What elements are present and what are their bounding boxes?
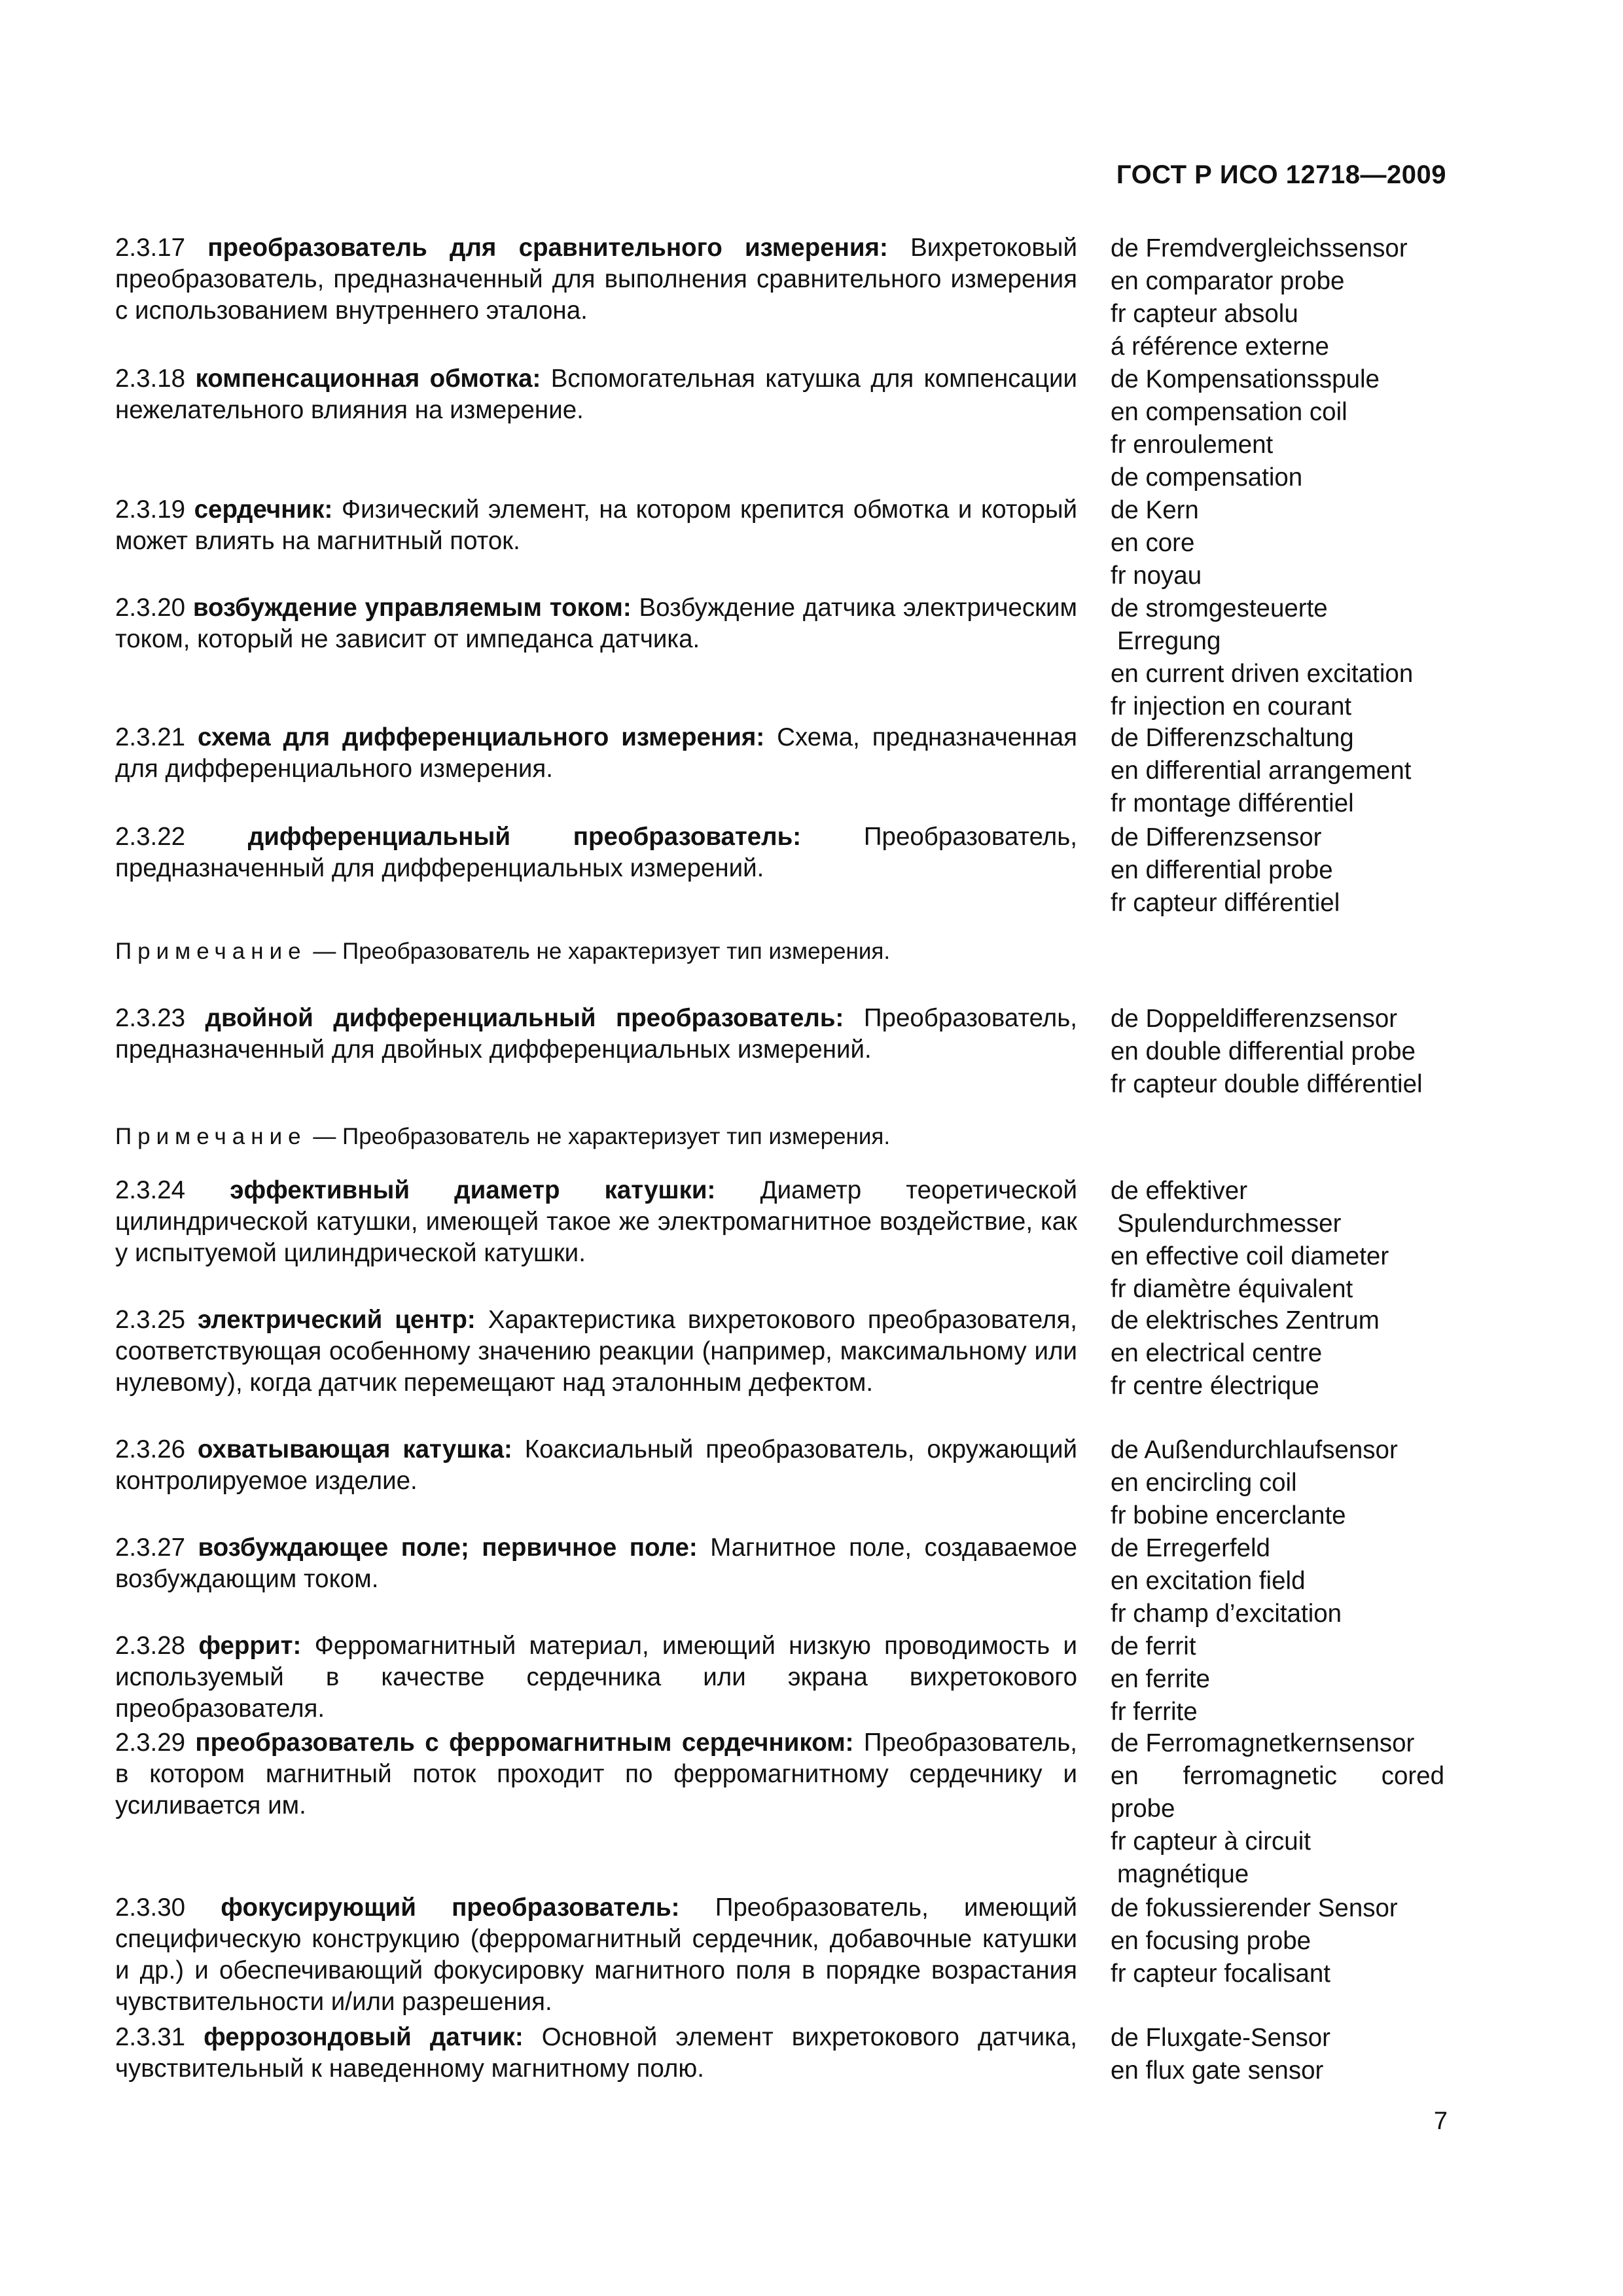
- note-text: — Преобразователь не характеризует тип измерения.: [313, 1124, 891, 1149]
- term-entry-2-3-26: [115, 1434, 1077, 1497]
- translation-line: fr diamètre équivalent: [1111, 1275, 1353, 1303]
- entry-number: 2.3.28: [115, 1632, 186, 1660]
- translations-2-3-25: [1111, 1304, 1451, 1403]
- translations-2-3-28: [1111, 1630, 1451, 1729]
- translations-2-3-20: [1111, 592, 1451, 723]
- translation-line: en current driven excitation: [1111, 660, 1414, 688]
- term-entry-2-3-27: [115, 1532, 1077, 1595]
- entry-number: 2.3.20: [115, 594, 186, 622]
- entry-definition: Преобразователь, имеющий специфическую конструкцию (ферромагнитный сердечник, добавочные катушки и др.) и обеспечивающий фокусировку магнитного поля в порядке возрастания чувствительности и/или разрешения.: [115, 1893, 1077, 2016]
- translation-line: de Fluxgate-Sensor: [1111, 2024, 1330, 2052]
- translation-line: fr capteur focalisant: [1111, 1960, 1330, 1988]
- term-entry-2-3-21: [115, 722, 1077, 785]
- translations-2-3-30: [1111, 1892, 1451, 1990]
- note-text: — Преобразователь не характеризует тип измерения.: [313, 939, 891, 964]
- translation-line: de ferrit: [1111, 1632, 1196, 1660]
- translation-line: de Differenzschaltung: [1111, 724, 1354, 752]
- entry-number: 2.3.21: [115, 723, 186, 751]
- translation-line: de stromgesteuerte: [1111, 594, 1328, 622]
- translations-2-3-26: [1111, 1434, 1451, 1532]
- entry-term: феррит:: [198, 1632, 302, 1660]
- entry-number: 2.3.17: [115, 234, 186, 262]
- translation-line: de Kompensationsspule: [1111, 365, 1380, 393]
- translation-line: fr enroulement: [1111, 431, 1274, 459]
- translation-line: de Kern: [1111, 496, 1199, 524]
- translation-line: en electrical centre: [1111, 1339, 1323, 1367]
- translations-2-3-23: [1111, 1003, 1451, 1101]
- entry-definition: Характеристика вихретокового преобразователя, соответствующая особенному значению реакции (например, максимальному или нулевому), когда датчик перемещают над эталонным дефектом.: [115, 1306, 1077, 1397]
- translation-line: en comparator probe: [1111, 267, 1345, 295]
- entry-definition: Схема, предназначенная для дифференциального измерения.: [115, 723, 1078, 783]
- translation-line: de Außendurchlaufsensor: [1111, 1436, 1398, 1464]
- translations-2-3-22: [1111, 821, 1451, 920]
- entry-term: схема для дифференциального измерения:: [198, 723, 765, 751]
- entry-term: электрический центр:: [198, 1306, 476, 1334]
- term-entry-2-3-18: [115, 363, 1077, 426]
- translation-line: fr ferrite: [1111, 1698, 1198, 1726]
- entry-number: 2.3.27: [115, 1534, 186, 1562]
- term-entry-2-3-17: [115, 232, 1077, 327]
- translation-line: de Ferromagnetkernsensor: [1111, 1729, 1415, 1757]
- entry-term: двойной дифференциальный преобразователь:: [205, 1004, 844, 1032]
- entry-definition: Коаксиальный преобразователь, окружающий контролируемое изделие.: [115, 1435, 1077, 1495]
- entry-definition: Преобразователь, в котором магнитный поток проходит по ферромагнитному сердечнику и усиливается им.: [115, 1729, 1077, 1820]
- translation-line: fr centre électrique: [1111, 1372, 1319, 1400]
- translation-line: de Doppeldifferenzsensor: [1111, 1005, 1398, 1033]
- translation-line: Spulendurchmesser: [1117, 1210, 1342, 1238]
- translation-line: de fokussierender Sensor: [1111, 1894, 1398, 1922]
- translation-word: ferromagnetic: [1183, 1762, 1337, 1790]
- translation-line: de Erregerfeld: [1111, 1534, 1270, 1562]
- entry-definition: Диаметр теоретической цилиндрической катушки, имеющей такое же электромагнитное воздействие, как у испытуемой цилиндрической катушки.: [115, 1176, 1077, 1267]
- translation-line: en encircling coil: [1111, 1469, 1297, 1497]
- translation-line: de effektiver: [1111, 1177, 1248, 1205]
- translation-line: en double differential probe: [1111, 1037, 1416, 1066]
- translation-line: en focusing probe: [1111, 1927, 1311, 1955]
- entry-number: 2.3.26: [115, 1435, 186, 1463]
- entry-term: феррозондовый датчик:: [204, 2023, 524, 2051]
- entry-number: 2.3.25: [115, 1306, 186, 1334]
- translation-line: fr champ d’excitation: [1111, 1600, 1342, 1628]
- translation-line: en ferrite: [1111, 1665, 1210, 1693]
- entry-definition: Преобразователь, предназначенный для двойных дифференциальных измерений.: [115, 1004, 1077, 1064]
- translation-line: de elektrisches Zentrum: [1111, 1306, 1380, 1335]
- translations-2-3-24: [1111, 1175, 1451, 1306]
- translation-line: fr capteur différentiel: [1111, 889, 1340, 917]
- entry-definition: Основной элемент вихретокового датчика, чувствительный к наведенному магнитному полю.: [115, 2023, 1077, 2083]
- entry-term: сердечник:: [194, 495, 333, 524]
- translation-line: en flux gate sensor: [1111, 2056, 1324, 2085]
- translations-2-3-21: [1111, 722, 1451, 820]
- translation-line: en excitation field: [1111, 1567, 1306, 1595]
- term-entry-2-3-25: [115, 1304, 1077, 1399]
- page-number: 7: [1433, 2108, 1448, 2135]
- translation-line: fr capteur à circuit: [1111, 1827, 1311, 1856]
- term-entry-2-3-24: [115, 1175, 1077, 1269]
- document-header: ГОСТ Р ИСО 12718—2009: [1116, 160, 1446, 189]
- translation-line: magnétique: [1117, 1860, 1249, 1888]
- entry-term: охватывающая катушка:: [197, 1435, 512, 1463]
- translation-line: fr noyau: [1111, 562, 1202, 590]
- translation-line: de compensation: [1111, 463, 1303, 492]
- translations-2-3-27: [1111, 1532, 1451, 1630]
- translations-2-3-31: [1111, 2022, 1451, 2087]
- translation-line: fr capteur double différentiel: [1111, 1070, 1423, 1098]
- translation-line: de Differenzsensor: [1111, 823, 1322, 852]
- entry-term: эффективный диаметр катушки:: [230, 1176, 716, 1204]
- entry-term: преобразователь с ферромагнитным сердечником:: [195, 1729, 854, 1757]
- translations-2-3-18: [1111, 363, 1451, 494]
- note-label: Примечание: [115, 1124, 307, 1149]
- term-entry-2-3-19: [115, 494, 1077, 557]
- translation-line: en effective coil diameter: [1111, 1242, 1389, 1270]
- note-label: Примечание: [115, 939, 307, 964]
- entry-number: 2.3.23: [115, 1004, 186, 1032]
- entry-term: преобразователь для сравнительного измерения:: [207, 234, 888, 262]
- entry-definition: Вихретоковый преобразователь, предназначенный для выполнения сравнительного измерения с использованием внутреннего эталона.: [115, 234, 1077, 325]
- translation-line: [1111, 1760, 1444, 1793]
- note: [115, 937, 1077, 966]
- entry-definition: Магнитное поле, создаваемое возбуждающим током.: [115, 1534, 1077, 1593]
- translation-line: fr injection en courant: [1111, 692, 1352, 721]
- translation-word: en: [1111, 1762, 1139, 1790]
- entry-term: дифференциальный преобразователь:: [247, 823, 802, 851]
- entry-term: возбуждающее поле; первичное поле:: [198, 1534, 698, 1562]
- term-entry-2-3-29: [115, 1727, 1077, 1821]
- translations-2-3-17: [1111, 232, 1451, 363]
- entry-number: 2.3.18: [115, 365, 186, 393]
- entry-number: 2.3.19: [115, 495, 186, 524]
- translations-2-3-19: [1111, 494, 1451, 592]
- term-entry-2-3-31: [115, 2022, 1077, 2085]
- translation-line: Erregung: [1117, 627, 1221, 655]
- translation-line: fr bobine encerclante: [1111, 1501, 1346, 1530]
- term-entry-2-3-22: [115, 821, 1077, 884]
- entry-definition: Возбуждение датчика электрическим током, который не зависит от импеданса датчика.: [115, 594, 1077, 653]
- entry-number: 2.3.22: [115, 823, 186, 851]
- entry-number: 2.3.29: [115, 1729, 186, 1757]
- entry-term: фокусирующий преобразователь:: [221, 1893, 680, 1922]
- entry-definition: Преобразователь, предназначенный для дифференциальных измерений.: [115, 823, 1077, 882]
- term-entry-2-3-30: [115, 1892, 1077, 2018]
- translation-line: probe: [1111, 1795, 1175, 1823]
- translation-line: en differential arrangement: [1111, 757, 1412, 785]
- term-entry-2-3-20: [115, 592, 1077, 655]
- entry-number: 2.3.24: [115, 1176, 186, 1204]
- translation-line: fr capteur absolu: [1111, 300, 1298, 328]
- entry-term: компенсационная обмотка:: [195, 365, 541, 393]
- entry-term: возбуждение управляемым током:: [192, 594, 632, 622]
- translation-line: en differential probe: [1111, 856, 1333, 884]
- entry-number: 2.3.31: [115, 2023, 186, 2051]
- entry-definition: Ферромагнитный материал, имеющий низкую проводимость и используемый в качестве сердечника или экрана вихретокового преобразователя.: [115, 1632, 1077, 1723]
- term-entry-2-3-23: [115, 1003, 1077, 1066]
- translations-2-3-29: [1111, 1727, 1451, 1891]
- note: [115, 1122, 1077, 1151]
- translation-line: de Fremdvergleichssensor: [1111, 234, 1408, 262]
- term-entry-2-3-28: [115, 1630, 1077, 1725]
- translation-line: en compensation coil: [1111, 398, 1347, 426]
- entry-definition: Вспомогательная катушка для компенсации нежелательного влияния на измерение.: [115, 365, 1078, 424]
- translation-line: fr montage différentiel: [1111, 789, 1354, 817]
- translation-word: cored: [1381, 1762, 1444, 1790]
- entry-number: 2.3.30: [115, 1893, 186, 1922]
- entry-definition: Физический элемент, на котором крепится обмотка и который может влиять на магнитный поток.: [115, 495, 1078, 555]
- translation-line: en core: [1111, 529, 1195, 557]
- translation-line: á référence externe: [1111, 332, 1329, 361]
